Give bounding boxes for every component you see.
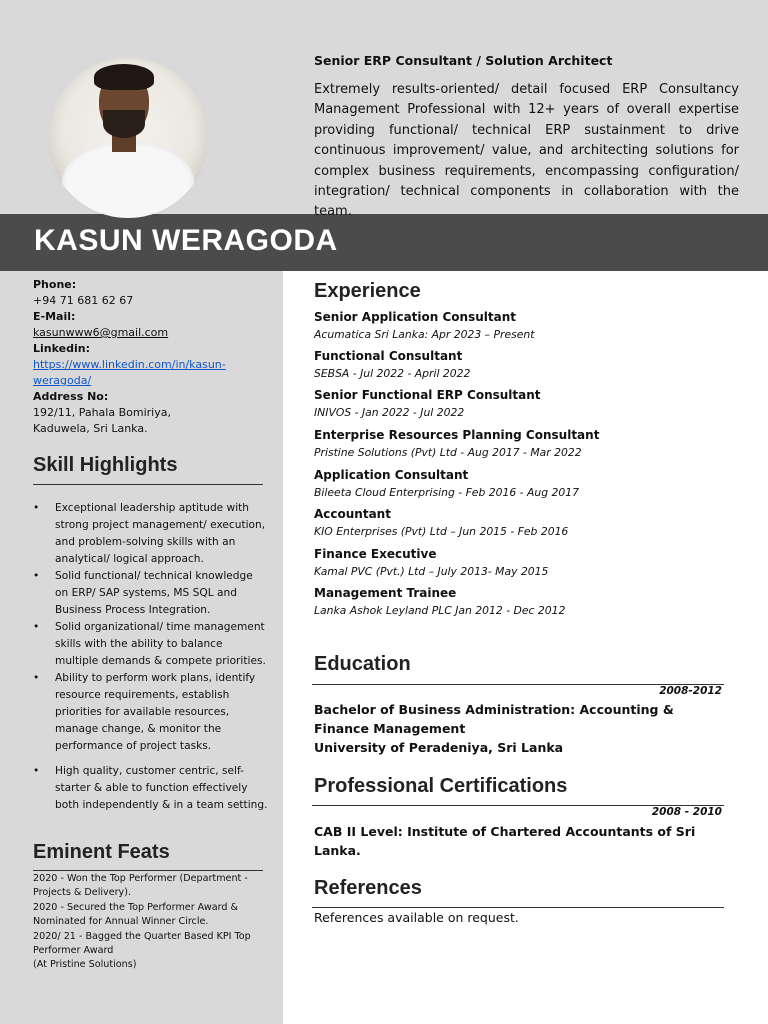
skills-list [33,500,268,814]
feats-list [33,872,273,973]
job-title: Application Consultant [314,468,469,482]
profile-summary: Extremely results-oriented/ detail focused ERP Consultancy Management Professional with 12+ years of overall expertise providing functional/ technical ERP sustainment to drive continuous improvement/ value, and architecting solutions for complex business requirements, encompassing configuration/ integration/ technical components in collaboration with the team. [314,82,739,220]
job-title: Enterprise Resources Planning Consultant [314,428,600,442]
experience-item [314,506,568,540]
feats-rule [33,870,263,871]
job-company: Lanka Ashok Leyland PLC Jan 2012 - Dec 2012 [314,604,566,617]
experience-item [314,585,565,619]
feat-line: Performer Award [33,945,114,957]
feat-line: (At Pristine Solutions) [33,959,137,971]
education-degree: Bachelor of Business Administration: Accounting & Finance Management [314,702,674,736]
experience-item [314,387,541,421]
job-title: Finance Executive [314,547,437,561]
references-rule [312,907,724,908]
skills-heading: Skill Highlights [33,454,178,476]
job-title: Management Trainee [314,586,457,600]
job-company: Bileeta Cloud Enterprising - Feb 2016 - Aug 2017 [314,486,579,499]
references-heading: References [314,877,422,899]
address-line1: 192/11, Pahala Bomiriya, [33,406,171,419]
job-company: Kamal PVC (Pvt.) Ltd – July 2013- May 2015 [314,565,549,578]
job-title: Senior Application Consultant [314,310,517,324]
skill-item: • High quality, customer centric, self-starter & able to function effectively both independently & in a team setting. [33,763,268,814]
photo-hair [94,64,154,90]
address-line2: Kaduwela, Sri Lanka. [33,422,148,435]
skill-item: • Solid functional/ technical knowledge on ERP/ SAP systems, MS SQL and Business Process Integration. [33,568,268,619]
education-heading: Education [314,653,411,675]
experience-item [314,309,534,343]
email-value[interactable]: kasunwww6@gmail.com [33,326,169,339]
skill-item: • Solid organizational/ time management skills with the ability to balance multiple demands & compete priorities. [33,619,268,670]
photo-beard [103,110,145,138]
job-company: Pristine Solutions (Pvt) Ltd - Aug 2017 - Mar 2022 [314,446,582,459]
job-company: SEBSA - Jul 2022 - April 2022 [314,367,471,380]
education-years: 2008-2012 [659,685,722,697]
address-label: Address No: [33,390,109,403]
education-school: University of Peradeniya, Sri Lanka [314,740,564,755]
certifications-years: 2008 - 2010 [651,806,722,818]
feat-line: Nominated for Annual Winner Circle. [33,916,209,928]
job-title: Functional Consultant [314,349,463,363]
skill-item: • Exceptional leadership aptitude with strong project management/ execution, and problem-solving skills with an analytical/ logical approach. [33,500,268,568]
job-company: INIVOS - Jan 2022 - Jul 2022 [314,406,465,419]
experience-item [314,467,579,501]
certifications-heading: Professional Certifications [314,775,568,797]
experience-item [314,348,470,382]
certification-item: CAB II Level: Institute of Chartered Accountants of Sri Lanka. [314,824,696,858]
job-company: Acumatica Sri Lanka: Apr 2023 – Present [314,328,535,341]
skill-item: • Ability to perform work plans, identify resource requirements, establish priorities for available resources, manage change, & monitor the performance of project tasks. [33,670,268,755]
linkedin-link-line1[interactable]: https://www.linkedin.com/in/kasun- [33,358,226,371]
skills-rule [33,484,263,485]
feat-line: Projects & Delivery). [33,887,132,899]
profile-photo [48,58,208,218]
feat-line: 2020 - Secured the Top Performer Award & [33,901,238,913]
phone-label: Phone: [33,278,77,291]
feat-line: 2020 - Won the Top Performer (Department - [33,873,248,884]
phone-value: +94 71 681 62 67 [33,294,134,307]
references-text: References available on request. [314,910,519,925]
experience-heading: Experience [314,280,421,302]
candidate-name: KASUN WERAGODA [34,224,338,257]
job-headline: Senior ERP Consultant / Solution Architect [314,53,613,68]
photo-shirt [62,142,194,218]
contact-block [33,277,273,437]
job-title: Accountant [314,507,391,521]
experience-item [314,427,599,461]
job-company: KIO Enterprises (Pvt) Ltd – Jun 2015 - Feb 2016 [314,525,569,538]
linkedin-link-line2[interactable]: weragoda/ [33,374,92,387]
feat-line: 2020/ 21 - Bagged the Quarter Based KPI Top [33,930,251,942]
linkedin-label: Linkedin: [33,342,90,355]
job-title: Senior Functional ERP Consultant [314,388,541,402]
feats-heading: Eminent Feats [33,841,170,863]
experience-item [314,546,548,580]
email-label: E-Mail: [33,310,76,323]
